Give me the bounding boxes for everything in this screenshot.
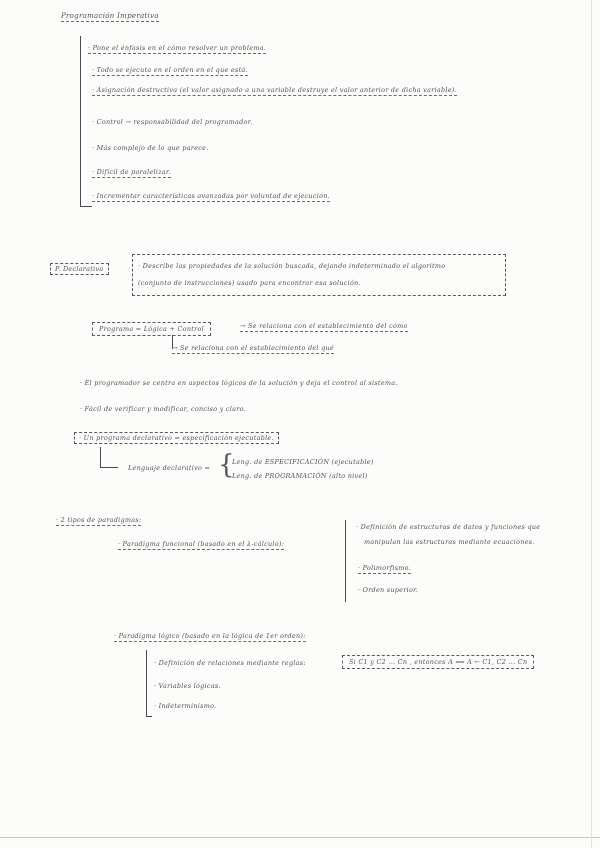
definition-line: (conjunto de instrucciones) usado para encontrar esa solución. [138, 279, 361, 287]
definition-line: · Describe las propiedades de la solución buscada, dejando indeterminado el algoritmo [138, 262, 446, 270]
logico-item: · Indeterminismo. [154, 702, 217, 710]
section-bracket [80, 36, 81, 206]
funcional-item: · Definición de estructuras de datos y funciones que [356, 523, 541, 531]
logico-bracket-foot [146, 716, 152, 717]
logico-item: · Definición de relaciones mediante reglas: [154, 659, 306, 667]
spec-connector [100, 447, 101, 467]
lenguaje-option: Leng. de PROGRAMACIÓN (alto nivel) [232, 472, 368, 480]
spec-connector-arrow [100, 467, 118, 468]
declarativa-point: · Fácil de verificar y modificar, conciso y claro. [80, 405, 246, 413]
funcional-item: manipulan las estructuras mediante ecuaciones. [364, 538, 535, 546]
imperativa-item: · Pone el énfasis en el cómo resolver un problema. [88, 44, 267, 52]
lenguaje-option: Leng. de ESPECIFICACIÓN (ejecutable) [232, 458, 374, 466]
scan-edge [591, 0, 592, 848]
rule-box: Si C1 y C2 ... Cn , entonces A ⟺ A ← C1, C2 ... Cn [342, 655, 534, 669]
definition-box [132, 254, 506, 296]
paradigmas-heading: · 2 tipos de paradigmas: [56, 516, 142, 524]
declarativa-point: · El programador se centra en aspectos lógicos de la solución y deja el control al sistema. [80, 379, 398, 387]
logico-bracket [146, 650, 147, 716]
logico-label: · Paradigma lógico (basado en la lógica de 1er orden): [114, 632, 306, 640]
imperativa-item: · Asignación destructiva (el valor asignado a una variable destruye el valor anterior de dicha variable). [92, 86, 457, 94]
imperativa-item: · Más complejo de lo que parece. [92, 144, 209, 152]
scan-edge [0, 837, 600, 838]
formula-arrow-text: → Se relaciona con el establecimiento del qué [172, 344, 334, 352]
section-bracket-foot [80, 206, 92, 207]
funcional-item: · Polimorfismo. [358, 564, 412, 572]
lenguaje-brace: { [218, 450, 235, 480]
formula-box: Programa = Lógica + Control [92, 322, 211, 336]
logico-item: · Variables lógicas. [154, 682, 221, 690]
imperativa-item: · Incrementar características avanzadas por voluntad de ejecución. [92, 192, 330, 200]
imperativa-item: · Difícil de paralelizar. [92, 168, 171, 176]
declarativa-tag: P. Declarativa [50, 263, 109, 275]
imperativa-item: · Todo se ejecuta en el orden en el que está. [92, 66, 248, 74]
formula-arrow-text: → Se relaciona con el establecimiento del cómo [240, 322, 408, 330]
page-title: Programación Imperativa [61, 12, 159, 20]
funcional-bracket [345, 520, 346, 602]
lenguaje-label: Lenguaje declarativo = [128, 464, 211, 472]
imperativa-item: · Control → responsabilidad del programador. [92, 118, 253, 126]
funcional-label: · Paradigma funcional (basado en el λ-cálculo): [118, 540, 285, 548]
funcional-item: · Orden superior. [358, 586, 419, 594]
spec-box: · Un programa declarativo = especificación ejecutable. [74, 432, 279, 444]
